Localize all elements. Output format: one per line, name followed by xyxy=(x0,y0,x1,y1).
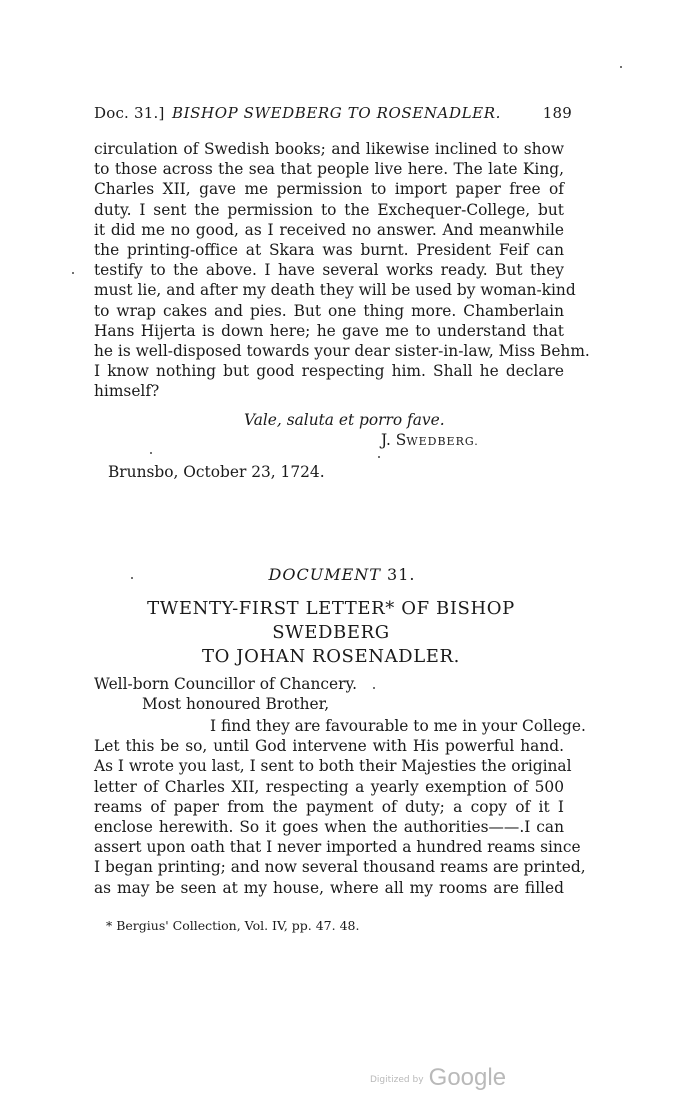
scan-speck xyxy=(72,272,74,274)
scan-speck xyxy=(150,452,152,454)
letter-title-line: TWENTY-FIRST LETTER* OF BISHOP SWEDBERG xyxy=(147,598,515,643)
running-head-doc-ref: Doc. 31.] xyxy=(94,104,165,122)
signature-surname: WEDBERG. xyxy=(406,435,479,448)
letter-title xyxy=(94,597,568,669)
footnote: * Bergius' Collection, Vol. IV, pp. 47. 48. xyxy=(106,918,360,933)
text-line: as may be seen at my house, where all my rooms are filled xyxy=(94,878,564,897)
text-line: letter of Charles XII, respecting a yearly exemption of 500 xyxy=(94,777,564,796)
letter-title-line: TO JOHAN ROSENADLER. xyxy=(202,646,460,667)
text-line: I know nothing but good respecting him. Shall he declare xyxy=(94,362,564,381)
scan-speck xyxy=(620,66,622,68)
text-line: to wrap cakes and pies. But one thing more. Chamberlain xyxy=(94,301,564,320)
document-heading-number: 31. xyxy=(387,565,416,584)
page-number: 189 xyxy=(542,104,572,122)
text-line: Hans Hijerta is down here; he gave me to understand that xyxy=(94,321,564,340)
salutation-address: Well-born Councillor of Chancery. xyxy=(94,675,358,693)
letter-body xyxy=(94,716,586,898)
scan-speck xyxy=(131,577,133,579)
text-line: it did me no good, as I received no answer. And meanwhile xyxy=(94,220,564,239)
text-line: assert upon oath that I never imported a hundred reams since xyxy=(94,838,581,857)
text-line: Let this be so, until God intervene with His powerful hand. xyxy=(94,737,564,756)
text-line: testify to the above. I have several works ready. But they xyxy=(94,261,564,280)
text-line: circulation of Swedish books; and likewise inclined to show xyxy=(94,140,564,158)
salutation-greeting: Most honoured Brother, xyxy=(142,695,330,713)
place-date: Brunsbo, October 23, 1724. xyxy=(108,463,325,481)
text-line: the printing-office at Skara was burnt. President Feif can xyxy=(94,241,564,260)
text-line: As I wrote you last, I sent to both their Majesties the original xyxy=(94,757,572,776)
text-line: reams of paper from the payment of duty; a copy of it I xyxy=(94,797,564,816)
signature xyxy=(381,431,479,449)
signature-initial: J. S xyxy=(381,431,407,449)
google-watermark xyxy=(370,1064,506,1092)
text-line: I find they are favourable to me in your College. xyxy=(210,717,586,735)
text-line: must lie, and after my death they will be used by woman-kind xyxy=(94,281,576,300)
text-line: duty. I sent the permission to the Exchequer-College, but xyxy=(94,200,564,219)
text-line: to those across the sea that people live here. The late King, xyxy=(94,160,564,179)
document-heading xyxy=(0,565,684,584)
valediction: Vale, saluta et porro fave. xyxy=(244,411,445,429)
scan-speck xyxy=(373,687,375,689)
text-line: he is well-disposed towards your dear sister-in-law, Miss Behm. xyxy=(94,342,590,361)
watermark-prefix: Digitized by xyxy=(370,1075,424,1085)
text-line: enclose herewith. So it goes when the authorities——.I can xyxy=(94,818,564,837)
paragraph-continued xyxy=(94,139,590,402)
text-line: I began printing; and now several thousand reams are printed, xyxy=(94,858,586,877)
document-heading-label: DOCUMENT xyxy=(268,565,381,584)
google-logo: Google xyxy=(428,1064,507,1091)
running-head-title: BISHOP SWEDBERG TO ROSENADLER. xyxy=(172,104,501,122)
text-line: himself? xyxy=(94,382,160,401)
text-line: Charles XII, gave me permission to import paper free of xyxy=(94,180,564,199)
scan-speck xyxy=(378,456,380,458)
